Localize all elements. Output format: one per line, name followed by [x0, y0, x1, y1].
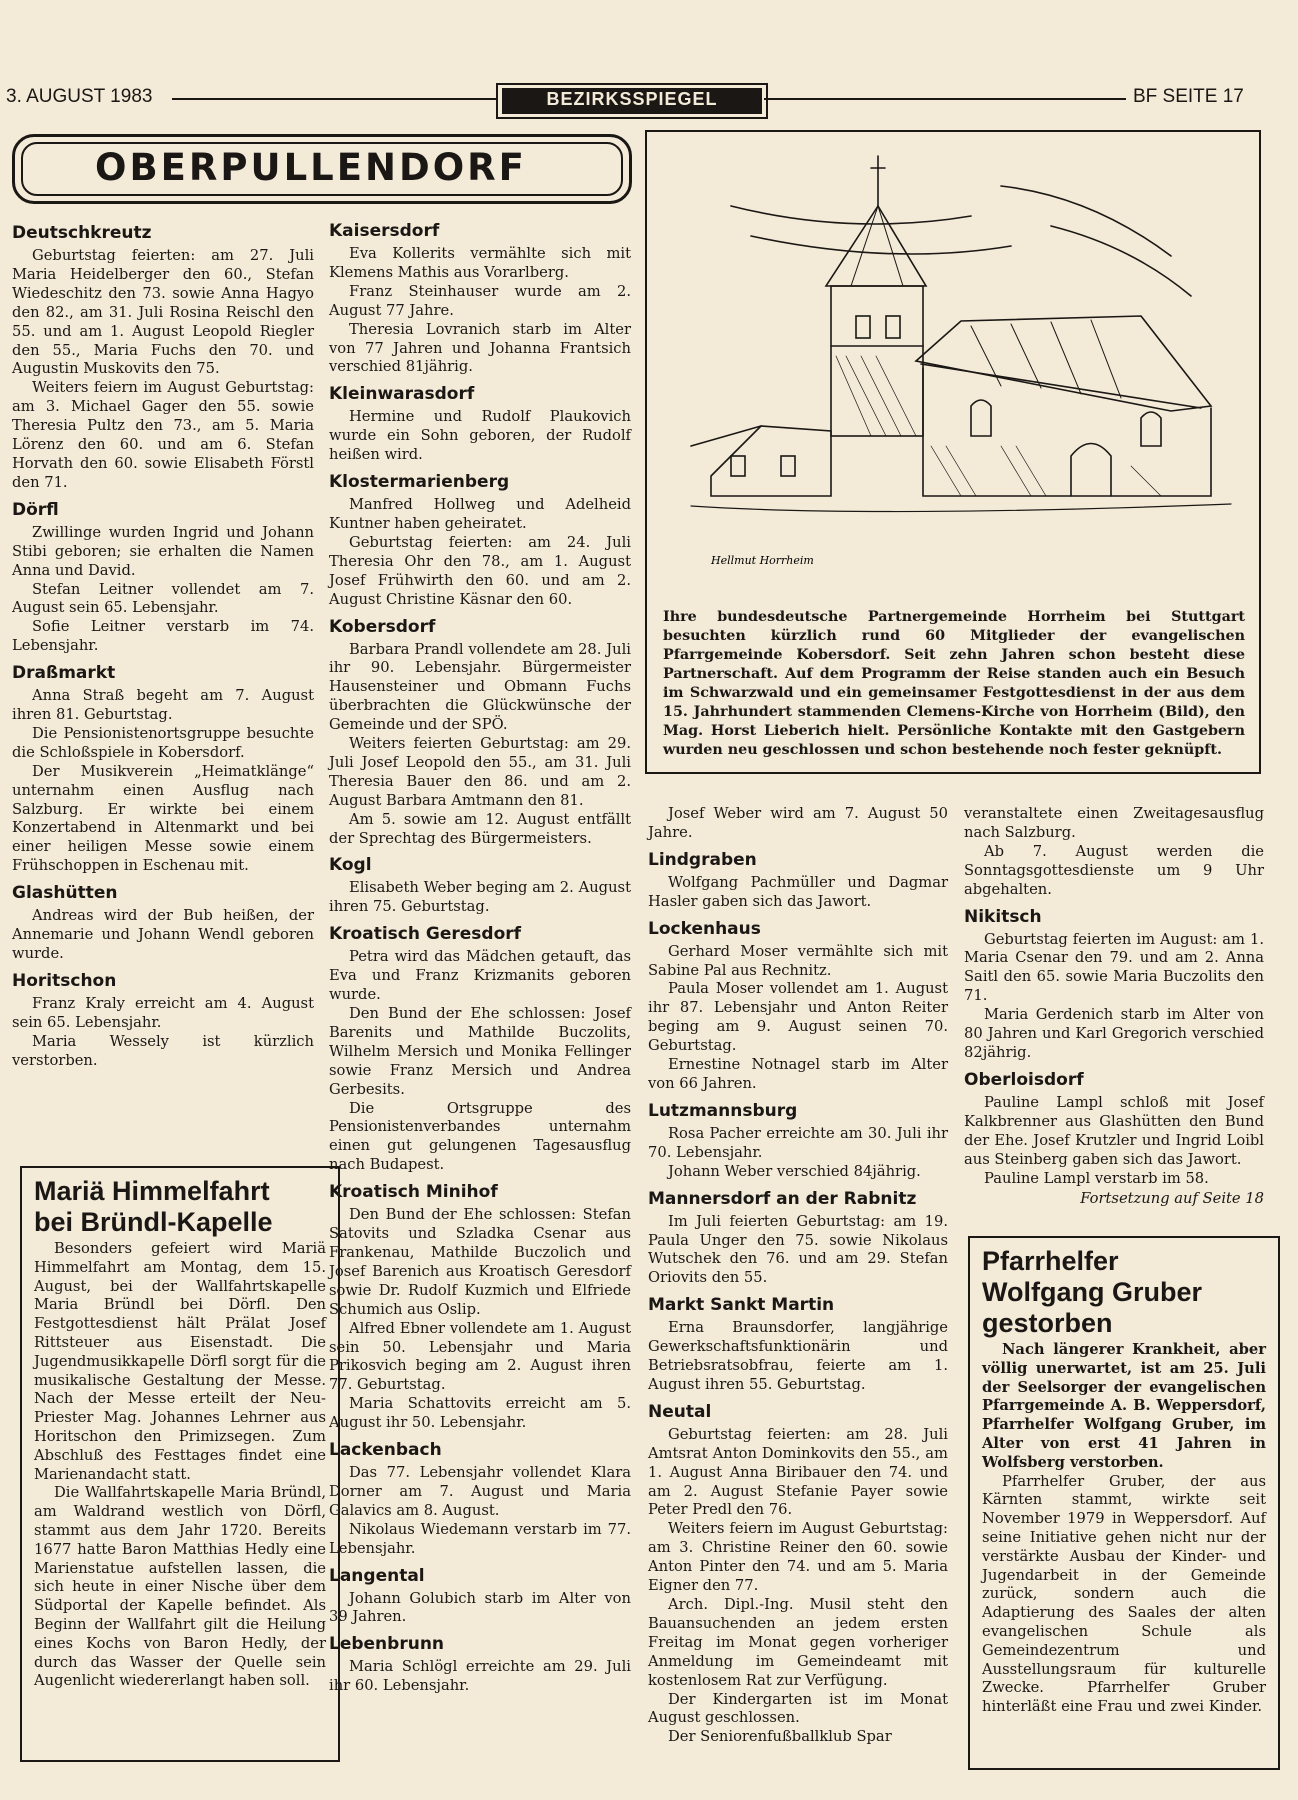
article-text: Arch. Dipl.-Ing. Musil steht den Bauansuchenden an jedem ersten Freitag im Monat gegen vorheriger Anmeldung im Gemeindeamt mit kostenlosem Rat zur Verfügung.: [648, 1596, 948, 1689]
heading-drassmarkt: Draßmarkt: [12, 663, 116, 684]
article-text: Die Ortsgruppe des Pensionistenverbandes unternahm einen gut gelungenen Tagesausflug nach Budapest.: [329, 1099, 631, 1174]
article-text: Gerhard Moser vermählte sich mit Sabine Pal aus Rechnitz.: [648, 942, 948, 979]
box-title-line-3: gestorben: [982, 1308, 1113, 1338]
heading-kobersdorf: Kobersdorf: [329, 616, 436, 637]
article-text: Maria Schlögl erreichte am 29. Juli ihr 60. Lebensjahr.: [329, 1658, 631, 1695]
box-title-line-1: Mariä Himmelfahrt: [34, 1176, 270, 1206]
article-text: Barbara Prandl vollendete am 28. Juli ihr 90. Lebensjahr. Bürgermeister Hausensteiner und Obmann Fuchs überbrachten die Glückwünsche der Gemeinde und der SPÖ.: [329, 640, 631, 734]
article-text: Im Juli feierten Geburtstag: am 19. Paula Unger den 75. sowie Nikolaus Wutschek den 76. und am 29. Stefan Oriovits den 55.: [648, 1212, 948, 1287]
article-text: Weiters feiern im August Geburtstag: am 3. Michael Gager den 55. sowie Theresia Pultz den 73., am 5. Maria Lörenz den 60. und am 6. Stefan Horvath den 60. sowie Elisabeth Förstl den 71.: [12, 379, 314, 491]
article-text: Weiters feiern im August Geburtstag: am 3. Christine Reiner den 60. sowie Anton Pinter den 74. und am 5. Maria Eigner den 77.: [648, 1520, 948, 1595]
article-text: Den Bund der Ehe schlossen: Josef Barenits und Mathilde Buczolits, Wilhelm Mersich und Monika Fellinger sowie Franz Mersich und Andrea Gerbesits.: [329, 1005, 631, 1098]
article-text: Manfred Hollweg und Adelheid Kuntner haben geheiratet.: [329, 496, 631, 532]
heading-lindgraben: Lindgraben: [648, 849, 757, 870]
article-text: Nikolaus Wiedemann verstarb im 77. Lebensjahr.: [329, 1520, 631, 1557]
article-text: Paula Moser vollendet am 1. August ihr 87. Lebensjahr und Anton Reiter beging am 9. August seinen 70. Geburtstag.: [648, 980, 948, 1055]
box-title: [34, 1176, 326, 1238]
heading-kaisersdorf: Kaisersdorf: [329, 221, 440, 241]
maria-himmelfahrt-box: [20, 1166, 340, 1762]
article-text: Stefan Leitner vollendet am 7. August sein 65. Lebensjahr.: [12, 580, 314, 617]
region-banner: [12, 134, 632, 204]
article-text: Pauline Lampl schloß mit Josef Kalkbrenner aus Glashütten den Bund der Ehe. Josef Krutzler und Ingrid Loibl aus Steinberg gaben sich das Jawort.: [964, 1093, 1264, 1168]
issue-date: 3. AUGUST 1983: [6, 86, 153, 107]
gruber-obituary-box: [968, 1236, 1280, 1770]
article-text: Andreas wird der Bub heißen, der Annemarie und Johann Wendl geboren wurde.: [12, 907, 314, 962]
article-text: Das 77. Lebensjahr vollendet Klara Dorner am 7. August und Maria Galavics am 8. August.: [329, 1464, 631, 1519]
box-title-line-2: Wolfgang Gruber: [982, 1277, 1202, 1307]
church-figure: [645, 130, 1261, 774]
article-text: Maria Schattovits erreicht am 5. August ihr 50. Lebensjahr.: [329, 1395, 631, 1432]
article-text: Franz Kraly erreicht am 4. August sein 65. Lebensjahr.: [12, 994, 314, 1031]
heading-glashuetten: Glashütten: [12, 883, 118, 904]
article-text: Sofie Leitner verstarb im 74. Lebensjahr.: [12, 618, 314, 655]
article-text: Besonders gefeiert wird Mariä Himmelfahrt am Montag, dem 15. August, bei der Wallfahrtskapelle Maria Bründl bei Dörfl. Den Festgottesdienst hält Prälat Josef Rittsteuer aus Eisenstadt. Die Jugendmusikkapelle Dörfl sorgt für die musikalische Gestaltung der Messe. Nach der Messe erteilt der Neu-Priester Mag. Johannes Lehrner aus Horitschon den Primizsegen. Zum Abschluß des Festtages findet eine Marienandacht statt.: [34, 1240, 326, 1483]
header-rule-right: [764, 98, 1126, 100]
article-text: Johann Golubich starb im Alter von 39 Jahren.: [329, 1589, 631, 1626]
article-text: Der Kindergarten ist im Monat August geschlossen.: [648, 1690, 948, 1727]
heading-mannersdorf: Mannersdorf an der Rabnitz: [648, 1188, 917, 1209]
article-text: Am 5. sowie am 12. August entfällt der Sprechtag des Bürgermeisters.: [329, 810, 631, 847]
continuation-note: Fortsetzung auf Seite 18: [1080, 1190, 1264, 1208]
article-text: Anna Straß begeht am 7. August ihren 81. Geburtstag.: [12, 687, 314, 724]
heading-horitschon: Horitschon: [12, 970, 117, 991]
section-label-text: BEZIRKSSPIEGEL: [502, 88, 762, 114]
column-4: [964, 805, 1264, 1209]
article-text: Hermine und Rudolf Plaukovich wurde ein Sohn geboren, der Rudolf heißen wird.: [329, 408, 631, 464]
column-2: [329, 220, 631, 1696]
heading-doerfl: Dörfl: [12, 499, 59, 520]
article-text: Theresia Lovranich starb im Alter von 77 Jahren und Johanna Frantsich verschied 81jährig.: [329, 320, 631, 376]
box-title-line-2: bei Bründl-Kapelle: [34, 1207, 273, 1237]
heading-nikitsch: Nikitsch: [964, 906, 1042, 927]
heading-neutal: Neutal: [648, 1401, 712, 1422]
box-title: [982, 1246, 1266, 1339]
heading-langental: Langental: [329, 1565, 425, 1586]
article-text: Geburtstag feierten: am 28. Juli Amtsrat Anton Dominkovits den 55., am 1. August Anna Biribauer den 74. und am 2. August Stefanie Payer sowie Peter Predl den 76.: [648, 1425, 948, 1519]
article-text: Wolfgang Pachmüller und Dagmar Hasler gaben sich das Jawort.: [648, 873, 948, 910]
article-text: Geburtstag feierten im August: am 1. Maria Csenar den 79. und am 2. Anna Saitl den 65. sowie Maria Buczolits den 71.: [964, 930, 1264, 1005]
article-text: Die Pensionistenortsgruppe besuchte die Schloßspiele in Kobersdorf.: [12, 724, 314, 761]
heading-kroatisch-minihof: Kroatisch Minihof: [329, 1182, 498, 1203]
article-text: Pauline Lampl verstarb im 58.: [984, 1169, 1209, 1187]
section-label: [496, 83, 768, 119]
heading-lebenbrunn: Lebenbrunn: [329, 1634, 445, 1655]
article-text: Geburtstag feierten: am 24. Juli Theresia Ohr den 78., am 1. August Josef Frühwirth den 60. und am 2. August Christine Käsnar den 60.: [329, 533, 631, 608]
column-1: [12, 222, 314, 1071]
article-text: Ernestine Notnagel starb im Alter von 66 Jahren.: [648, 1056, 948, 1092]
article-text: Der Musikverein „Heimatklänge“ unternahm einen Ausflug nach Salzburg. Er wirkte bei einem Konzertabend in Altenmarkt und bei einer heiligen Messe sowie einem Frühschoppen in Eschenau mit.: [12, 762, 314, 875]
heading-kroatisch-geresdorf: Kroatisch Geresdorf: [329, 924, 522, 945]
article-text: Ab 7. August werden die Sonntagsgottesdienste um 9 Uhr abgehalten.: [964, 842, 1264, 898]
page-number: BF SEITE 17: [1133, 86, 1244, 107]
article-text: Johann Weber verschied 84jährig.: [668, 1162, 921, 1180]
region-title: OBERPULLENDORF: [21, 142, 623, 196]
article-text: Der Seniorenfußballklub Spar: [668, 1728, 892, 1746]
article-text: Weiters feierten Geburtstag: am 29. Juli Josef Leopold den 55., am 31. Juli Theresia Bauer den 86. und am 2. August Barbara Amtmann den 81.: [329, 735, 631, 809]
figure-caption: Ihre bundesdeutsche Partnergemeinde Horrheim bei Stuttgart besuchten kürzlich rund 60 Mitglieder der evangelischen Pfarrgemeinde Kobersdorf. Seit zehn Jahren schon besteht diese Partnerschaft. Auf dem Programm der Reise standen auch ein Besuch im Schwarzwald und ein gemeinsamer Festgottesdienst in der aus dem 15. Jahrhundert stammenden Clemens-Kirche von Horrheim (Bild), den Mag. Horst Lieberich hielt. Persönliche Kontakte mit den Gastgebern wurden neu geschlossen und schon bestehende noch fester geknüpft.: [663, 609, 1245, 758]
article-text: Eva Kollerits vermählte sich mit Klemens Mathis aus Vorarlberg.: [329, 245, 631, 281]
heading-lutzmannsburg: Lutzmannsburg: [648, 1100, 798, 1121]
heading-lockenhaus: Lockenhaus: [648, 918, 761, 939]
article-text: Maria Gerdenich starb im Alter von 80 Jahren und Karl Gregorich verschied 82jährig.: [964, 1006, 1264, 1061]
heading-oberloisdorf: Oberloisdorf: [964, 1069, 1084, 1090]
article-text: Die Wallfahrtskapelle Maria Bründl, am Waldrand westlich von Dörfl, stammt aus dem Jahr 1720. Bereits 1677 hatte Baron Matthias Hedly eine Marienstatue aufstellen lassen, die sich heute in einer Nische über dem Südportal der Kapelle befindet. Als Beginn der Wallfahrt gilt die Heilung eines Kochs von Baron Hedly, der durch das Wasser der Quelle sein Augenlicht wiedererlangt haben soll.: [34, 1484, 326, 1690]
article-lead: Nach längerer Krankheit, aber völlig unerwartet, ist am 25. Juli der Seelsorger der evangelischen Pfarrgemeinde A. B. Weppersdorf, Pfarrhelfer Wolfgang Gruber, im Alter von erst 41 Jahren in Wolfsberg verstorben.: [982, 1341, 1266, 1471]
article-text: Maria Wessely ist kürzlich verstorben.: [12, 1032, 314, 1069]
article-text: Geburtstag feierten: am 27. Juli Maria Heidelberger den 60., Stefan Wiedeschitz den 73. sowie Anna Hagyo den 82., am 31. Juli Rosina Reischl den 55. und am 1. August Leopold Riegler den 55., Maria Fuchs den 70. und Augustin Muskovits den 75.: [12, 247, 314, 378]
church-drawing: [671, 146, 1235, 594]
article-text: veranstaltete einen Zweitagesausflug nach Salzburg.: [964, 805, 1264, 841]
heading-deutschkreutz: Deutschkreutz: [12, 223, 152, 243]
article-text: Erna Braunsdorfer, langjährige Gewerkschaftsfunktionärin und Betriebsratsobfrau, feierte am 1. August ihren 55. Geburtstag.: [648, 1319, 948, 1393]
article-text: Josef Weber wird am 7. August 50 Jahre.: [648, 805, 948, 841]
heading-kleinwarasdorf: Kleinwarasdorf: [329, 384, 475, 405]
article-text: Den Bund der Ehe schlossen: Stefan Satovits und Szladka Csenar aus Frankenau, Mathilde Buczolich und Josef Barenich aus Kroatisch Geresdorf sowie Dr. Rudolf Kuzmich und Elfriede Schumich aus Oslip.: [329, 1206, 631, 1318]
article-text: Zwillinge wurden Ingrid und Johann Stibi geboren; sie erhalten die Namen Anna und David.: [12, 523, 314, 579]
header-rule-left: [172, 98, 496, 100]
article-text: Alfred Ebner vollendete am 1. August sein 50. Lebensjahr und Maria Prikosvich beging am 2. August ihren 77. Geburtstag.: [329, 1319, 631, 1394]
heading-lackenbach: Lackenbach: [329, 1440, 442, 1461]
column-3: [648, 805, 948, 1747]
article-text: Franz Steinhauser wurde am 2. August 77 Jahre.: [329, 282, 631, 319]
article-text: Pfarrhelfer Gruber, der aus Kärnten stammt, wirkte seit November 1979 in Weppersdorf. Auf seine Initiative gehen nicht nur der verstärkte Ausbau der Kinder- und Jugendarbeit in der Gemeinde zurück, sondern auch die Adaptierung des Saales der alten evangelischen Schule als Gemeindezentrum und Ausstellungsraum für kulturelle Zwecke. Pfarrhelfer Gruber hinterläßt eine Frau und zwei Kinder.: [982, 1472, 1266, 1716]
heading-markt-sankt-martin: Markt Sankt Martin: [648, 1295, 835, 1316]
heading-kogl: Kogl: [329, 855, 372, 876]
box-title-line-1: Pfarrhelfer: [982, 1246, 1119, 1276]
artist-signature: Hellmut Horrheim: [711, 554, 814, 567]
heading-klostermarienberg: Klostermarienberg: [329, 472, 510, 493]
article-text: Elisabeth Weber beging am 2. August ihren 75. Geburtstag.: [329, 879, 631, 916]
article-text: Rosa Pacher erreichte am 30. Juli ihr 70. Lebensjahr.: [648, 1124, 948, 1161]
article-text: Petra wird das Mädchen getauft, das Eva und Franz Krizmanits geboren wurde.: [329, 948, 631, 1004]
